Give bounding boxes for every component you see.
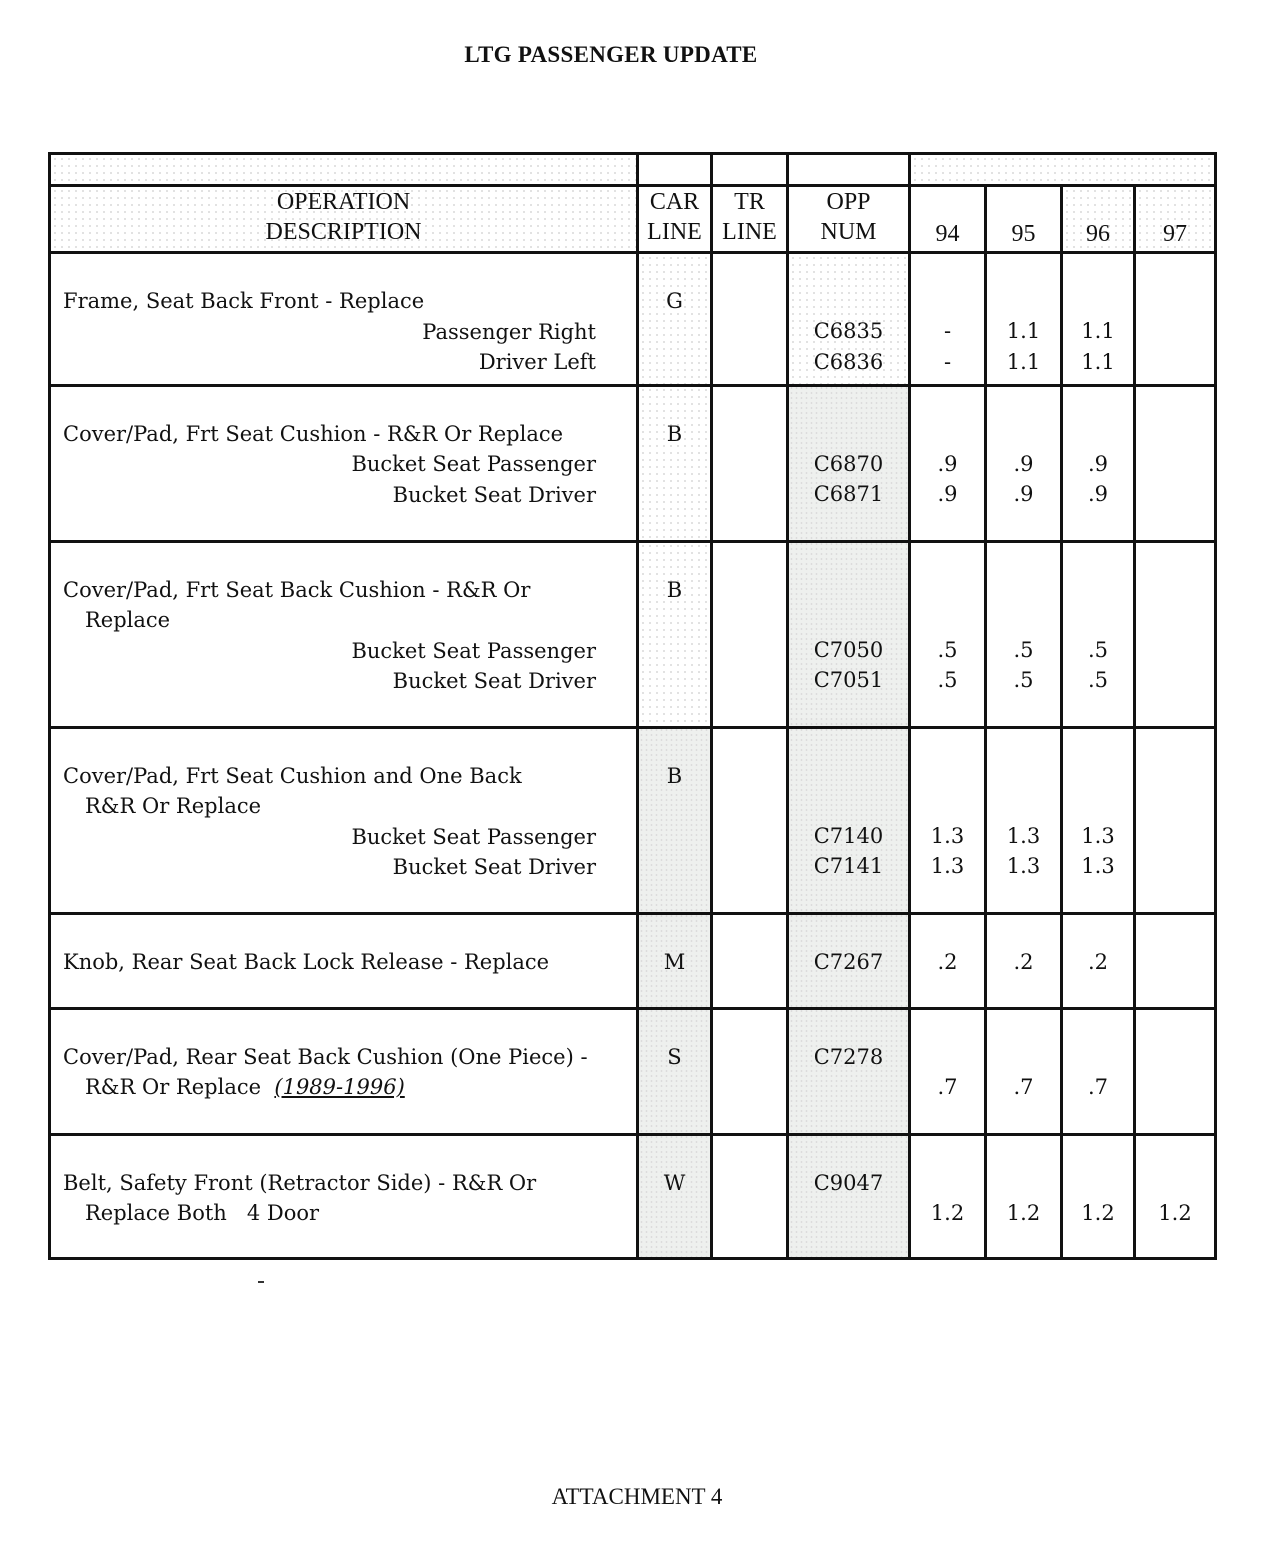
header-car-line: CAR LINE: [638, 186, 712, 253]
tr-line-code: [712, 1008, 788, 1134]
column-header-row: [50, 186, 1216, 253]
table-row: [50, 253, 1216, 386]
value-97: [1135, 385, 1216, 541]
operation-description: Cover/Pad, Frt Seat Back Cushion - R&R Or Replace Bucket Seat Passenger Bucket Seat Driver: [50, 541, 638, 727]
blank-cell: [638, 154, 712, 186]
header-opp-num: OPP NUM: [788, 186, 910, 253]
tr-line-code: [712, 541, 788, 727]
table-row: [50, 727, 1216, 913]
table-row: [50, 1008, 1216, 1134]
stray-mark: [258, 1281, 264, 1283]
header-tr-line: TR LINE: [712, 186, 788, 253]
value-97: [1135, 253, 1216, 386]
car-line-code: G: [638, 253, 712, 386]
table-row: [50, 541, 1216, 727]
value-95: .5 .5: [986, 541, 1062, 727]
value-95: .9 .9: [986, 385, 1062, 541]
blank-cell: [712, 154, 788, 186]
value-95: 1.3 1.3: [986, 727, 1062, 913]
car-line-code: B: [638, 727, 712, 913]
opp-numbers: C6870 C6871: [788, 385, 910, 541]
document-title: LTG PASSENGER UPDATE: [464, 42, 758, 67]
opp-numbers: C6835 C6836: [788, 253, 910, 386]
opp-numbers: C7050 C7051: [788, 541, 910, 727]
blank-cell: [788, 154, 910, 186]
date-range-note: (1989-1996): [274, 1075, 405, 1099]
value-94: 1.2: [910, 1134, 986, 1258]
operation-description: Belt, Safety Front (Retractor Side) - R&R Or Replace Both 4 Door: [50, 1134, 638, 1258]
opp-numbers: C7278: [788, 1008, 910, 1134]
tr-line-code: [712, 913, 788, 1008]
operation-description: Cover/Pad, Frt Seat Cushion - R&R Or Replace Bucket Seat Passenger Bucket Seat Driver: [50, 385, 638, 541]
header-year-97: 97: [1135, 186, 1216, 253]
car-line-code: W: [638, 1134, 712, 1258]
header-operation-description: OPERATION DESCRIPTION: [50, 186, 638, 253]
operation-description: Cover/Pad, Rear Seat Back Cushion (One Piece) - R&R Or Replace (1989-1996): [50, 1008, 638, 1134]
value-96: .2: [1062, 913, 1135, 1008]
tr-line-code: [712, 385, 788, 541]
car-line-code: M: [638, 913, 712, 1008]
tr-line-code: [712, 1134, 788, 1258]
blank-cell: [910, 154, 1216, 186]
car-line-code: B: [638, 541, 712, 727]
operation-description: Frame, Seat Back Front - Replace Passenger Right Driver Left: [50, 253, 638, 386]
value-97: [1135, 727, 1216, 913]
value-97: [1135, 1008, 1216, 1134]
value-96: .9 .9: [1062, 385, 1135, 541]
value-96: 1.2: [1062, 1134, 1135, 1258]
value-95: .2: [986, 913, 1062, 1008]
value-95: 1.2: [986, 1134, 1062, 1258]
value-96: .5 .5: [1062, 541, 1135, 727]
value-94: 1.3 1.3: [910, 727, 986, 913]
labor-operations-table: [48, 152, 1217, 1260]
table-row: [50, 1134, 1216, 1258]
opp-numbers: C9047: [788, 1134, 910, 1258]
header-spacer-row: [50, 154, 1216, 186]
value-96: 1.1 1.1: [1062, 253, 1135, 386]
attachment-label: ATTACHMENT 4: [551, 1484, 723, 1509]
header-year-94: 94: [910, 186, 986, 253]
value-94: - -: [910, 253, 986, 386]
value-97: 1.2: [1135, 1134, 1216, 1258]
value-94: .9 .9: [910, 385, 986, 541]
blank-cell: [50, 154, 638, 186]
value-95: 1.1 1.1: [986, 253, 1062, 386]
value-96: 1.3 1.3: [1062, 727, 1135, 913]
header-year-96: 96: [1062, 186, 1135, 253]
tr-line-code: [712, 727, 788, 913]
opp-numbers: C7267: [788, 913, 910, 1008]
opp-numbers: C7140 C7141: [788, 727, 910, 913]
header-year-95: 95: [986, 186, 1062, 253]
car-line-code: S: [638, 1008, 712, 1134]
value-94: .7: [910, 1008, 986, 1134]
value-97: [1135, 913, 1216, 1008]
value-96: .7: [1062, 1008, 1135, 1134]
table-row: [50, 913, 1216, 1008]
operation-description: Cover/Pad, Frt Seat Cushion and One Back R&R Or Replace Bucket Seat Passenger Bucket Seat Driver: [50, 727, 638, 913]
tr-line-code: [712, 253, 788, 386]
value-94: .2: [910, 913, 986, 1008]
table-row: [50, 385, 1216, 541]
value-97: [1135, 541, 1216, 727]
car-line-code: B: [638, 385, 712, 541]
value-95: .7: [986, 1008, 1062, 1134]
operation-description: Knob, Rear Seat Back Lock Release - Replace: [50, 913, 638, 1008]
value-94: .5 .5: [910, 541, 986, 727]
